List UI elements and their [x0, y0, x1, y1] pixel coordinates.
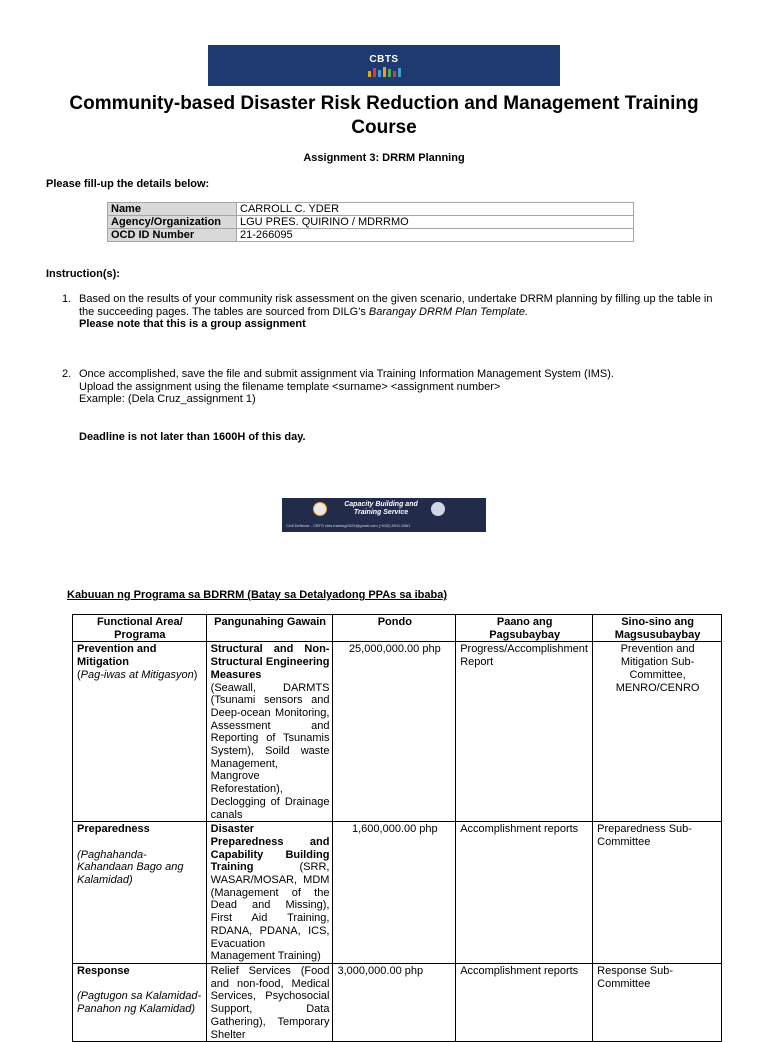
template-name: Barangay DRRM Plan Template.	[368, 305, 529, 318]
monitoring-cell: Accomplishment reports	[456, 963, 593, 1041]
cbts-footer-banner	[282, 498, 486, 532]
cbts-logo: CBTS	[369, 54, 399, 65]
deadline-note: Deadline is not later than 1600H of this day.	[79, 431, 306, 443]
table-row	[108, 229, 634, 242]
group-note: Please note that this is a group assignment	[79, 318, 306, 330]
monitors-cell: Prevention and Mitigation Sub-Committee, MENRO/CENRO	[593, 642, 722, 822]
instruction-item-2	[62, 368, 727, 406]
instructions-label: Instruction(s):	[46, 268, 120, 280]
activity-heading: Disaster Preparedness and Capability Building Training	[210, 823, 330, 874]
assignment-title: Assignment 3: DRRM Planning	[303, 152, 465, 164]
fund-cell: 3,000,000.00 php	[333, 963, 456, 1041]
name-value[interactable]: CARROLL C. YDER	[237, 203, 634, 216]
activity-cell: Relief Services (Food and non-food, Medical Services, Psychosocial Support, Data Gathering), Temporary Shelter	[206, 963, 333, 1041]
footer-title-line: Training Service	[353, 509, 409, 516]
footer-contact: Civil Defense - CBTS cbts.training2022@gmail.com (+632) 8911-5061	[286, 523, 411, 528]
page-title: Community-based Disaster Risk Reduction and Management Training Course	[69, 93, 699, 138]
footer-banner-title	[331, 501, 431, 517]
area-cell	[73, 822, 207, 964]
instruction-item-1	[62, 293, 727, 331]
activity-cell	[206, 642, 333, 822]
agency-value[interactable]: LGU PRES. QUIRINO / MDRRMO	[237, 216, 634, 229]
item-number: 2.	[62, 368, 72, 380]
program-table	[72, 614, 722, 1042]
area-name: Prevention and Mitigation	[77, 643, 157, 669]
area-translation: (Paghahanda-Kahandaan Bago ang Kalamidad)	[77, 848, 184, 887]
area-translation: (Pagtugon sa Kalamidad- Panahon ng Kalamidad)	[77, 990, 202, 1016]
monitoring-cell: Progress/Accomplishment Report	[456, 642, 593, 822]
table-header-row	[73, 615, 722, 642]
table-row	[73, 642, 722, 822]
program-title: Kabuuan ng Programa sa BDRRM (Batay sa Detalyadong PPAs sa ibaba)	[67, 589, 447, 601]
instruction-line: Upload the assignment using the filename template <surname> <assignment number>	[79, 380, 501, 393]
name-label: Name	[108, 203, 237, 216]
table-row	[73, 822, 722, 964]
fund-cell: 1,600,000.00 php	[333, 822, 456, 964]
table-row	[108, 216, 634, 229]
activity-heading: Structural and Non-Structural Engineering Measures	[210, 643, 330, 681]
col-header-monitoring: Paano ang Pagsubaybay	[456, 615, 593, 642]
monitoring-cell: Accomplishment reports	[456, 822, 593, 964]
fund-cell: 25,000,000.00 php	[333, 642, 456, 822]
area-name: Preparedness	[77, 823, 150, 836]
instruction-line: Once accomplished, save the file and submit assignment via Training Information Management System (IMS).	[79, 368, 614, 380]
activity-details: (Seawall, DARMTS (Tsunami sensors and Deep-ocean Monitoring, Assessment and Reporting of Tsunamis System), Soild waste Management, Mangrove Reforestation), Declogging of Drainage canals	[210, 681, 330, 821]
footer-title-line: Capacity Building and	[344, 501, 418, 508]
ocd-id-label: OCD ID Number	[108, 229, 237, 242]
details-table	[107, 202, 634, 242]
civil-defense-seal-icon	[313, 502, 327, 516]
area-cell	[73, 963, 207, 1041]
area-translation: Pag-iwas at Mitigasyon	[80, 668, 194, 681]
details-prompt: Please fill-up the details below:	[46, 178, 210, 190]
agency-label: Agency/Organization	[108, 216, 237, 229]
col-header-monitors: Sino-sino ang Magsusubaybay	[593, 615, 722, 642]
area-cell: Prevention and Mitigation (Pag-iwas at Mitigasyon)	[73, 642, 207, 822]
logo-bars-icon	[368, 67, 401, 77]
instruction-line: Example: (Dela Cruz_assignment 1)	[79, 393, 256, 405]
activity-details: (SRR, WASAR/MOSAR, MDM (Management of the Dead and Missing), First Aid Training, RDANA, PDANA, ICS, Evacuation Management Training)	[210, 861, 330, 963]
table-row	[73, 963, 722, 1041]
ocd-id-value[interactable]: 21-266095	[237, 229, 634, 242]
col-header-area: Functional Area/ Programa	[73, 615, 207, 642]
instruction-text: Based on the results of your community risk assessment on the given scenario, undertake DRRM planning by filling up the table in the succeeding pages. The tables are sourced from DILG's	[79, 293, 713, 318]
header-banner	[208, 45, 560, 86]
cbts-seal-icon	[431, 502, 445, 516]
col-header-activity: Pangunahing Gawain	[206, 615, 333, 642]
area-name: Response	[77, 964, 130, 977]
activity-cell	[206, 822, 333, 964]
col-header-fund: Pondo	[333, 615, 456, 642]
monitors-cell: Response Sub-Committee	[593, 963, 722, 1041]
table-row	[108, 203, 634, 216]
item-number: 1.	[62, 293, 72, 305]
monitors-cell: Preparedness Sub-Committee	[593, 822, 722, 964]
